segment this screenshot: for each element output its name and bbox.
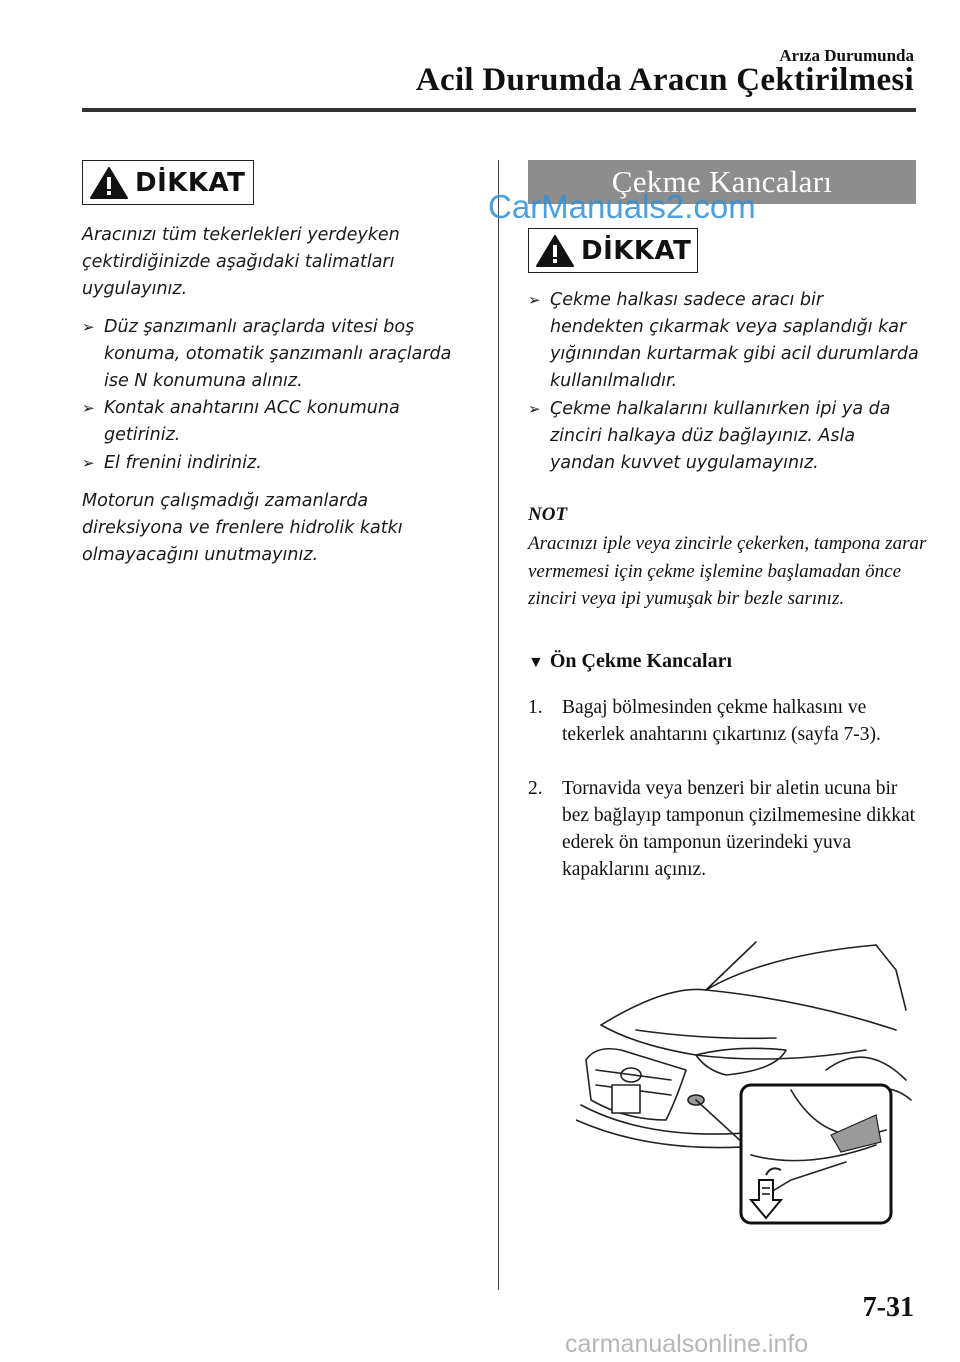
step-item xyxy=(528,775,918,883)
caution-intro: Aracınızı tüm tekerlekleri yerdeyken çektirdiğinizde aşağıdaki talimatları uygulayınız. xyxy=(82,225,400,299)
down-triangle-icon: ▼ xyxy=(528,654,544,671)
list-item-text: Kontak anahtarını ACC konumuna getiriniz. xyxy=(104,398,400,445)
header-divider xyxy=(82,108,916,112)
note-text: Aracınızı iple veya zincirle çekerken, tampona zarar vermemesi için çekme işlemine başlamadan önce zinciri veya ipi yumuşak bir bezle sarınız. xyxy=(528,533,927,609)
caution-label: DİKKAT xyxy=(135,167,246,198)
warning-triangle-icon xyxy=(535,234,575,268)
caution-closing: Motorun çalışmadığı zamanlarda direksiyona ve frenlere hidrolik katkı olmayacağını unutmayınız. xyxy=(82,491,403,565)
list-item xyxy=(528,287,920,395)
list-item-text: Düz şanzımanlı araçlarda vitesi boş konuma, otomatik şanzımanlı araçlarda ise N konumuna alınız. xyxy=(104,317,452,391)
arrowhead-bullet-icon: ➢ xyxy=(528,291,541,309)
list-item xyxy=(82,450,462,477)
list-item-text: El frenini indiriniz. xyxy=(104,453,262,473)
caution-box-left xyxy=(82,160,254,205)
arrowhead-bullet-icon: ➢ xyxy=(82,318,95,336)
step-number: 2. xyxy=(528,778,543,799)
list-item xyxy=(82,395,462,449)
list-item-text: Çekme halkası sadece aracı bir hendekten çıkarmak veya saplandığı kar yığınından kurtarmak gibi acil durumlarda kullanılmalıdır. xyxy=(550,290,919,391)
car-front-illustration xyxy=(576,930,921,1230)
step-item xyxy=(528,694,918,748)
arrowhead-bullet-icon: ➢ xyxy=(82,399,95,417)
page-number: 7-31 xyxy=(862,1292,914,1323)
section-banner: Çekme Kancaları xyxy=(528,160,916,204)
caution-label: DİKKAT xyxy=(581,235,692,266)
watermark-text: CarManuals2.com xyxy=(488,188,756,225)
step-number: 1. xyxy=(528,697,543,718)
subheading xyxy=(528,650,732,673)
warning-triangle-icon xyxy=(89,166,129,200)
arrowhead-bullet-icon: ➢ xyxy=(528,400,541,418)
column-divider xyxy=(498,160,499,1290)
step-text: Bagaj bölmesinden çekme halkasını ve tekerlek anahtarını çıkartınız (sayfa 7-3). xyxy=(562,697,881,745)
note-title: NOT xyxy=(528,504,568,525)
page-title: Acil Durumda Aracın Çektirilmesi xyxy=(415,62,914,98)
footer-watermark: carmanualsonline.info xyxy=(565,1330,809,1358)
subheading-text: Ön Çekme Kancaları xyxy=(549,650,733,672)
arrowhead-bullet-icon: ➢ xyxy=(82,454,95,472)
list-item xyxy=(82,314,477,395)
list-item-text: Çekme halkalarını kullanırken ipi ya da zinciri halkaya düz bağlayınız. Asla yandan kuvvet uygulamayınız. xyxy=(550,399,891,473)
chapter-label: Arıza Durumunda xyxy=(779,46,914,65)
list-item xyxy=(528,396,908,477)
step-text: Tornavida veya benzeri bir aletin ucuna bir bez bağlayıp tamponun çizilmemesine dikkat ederek ön tamponun üzerindeki yuva kapaklarını açınız. xyxy=(562,778,916,880)
caution-box-right xyxy=(528,228,698,273)
